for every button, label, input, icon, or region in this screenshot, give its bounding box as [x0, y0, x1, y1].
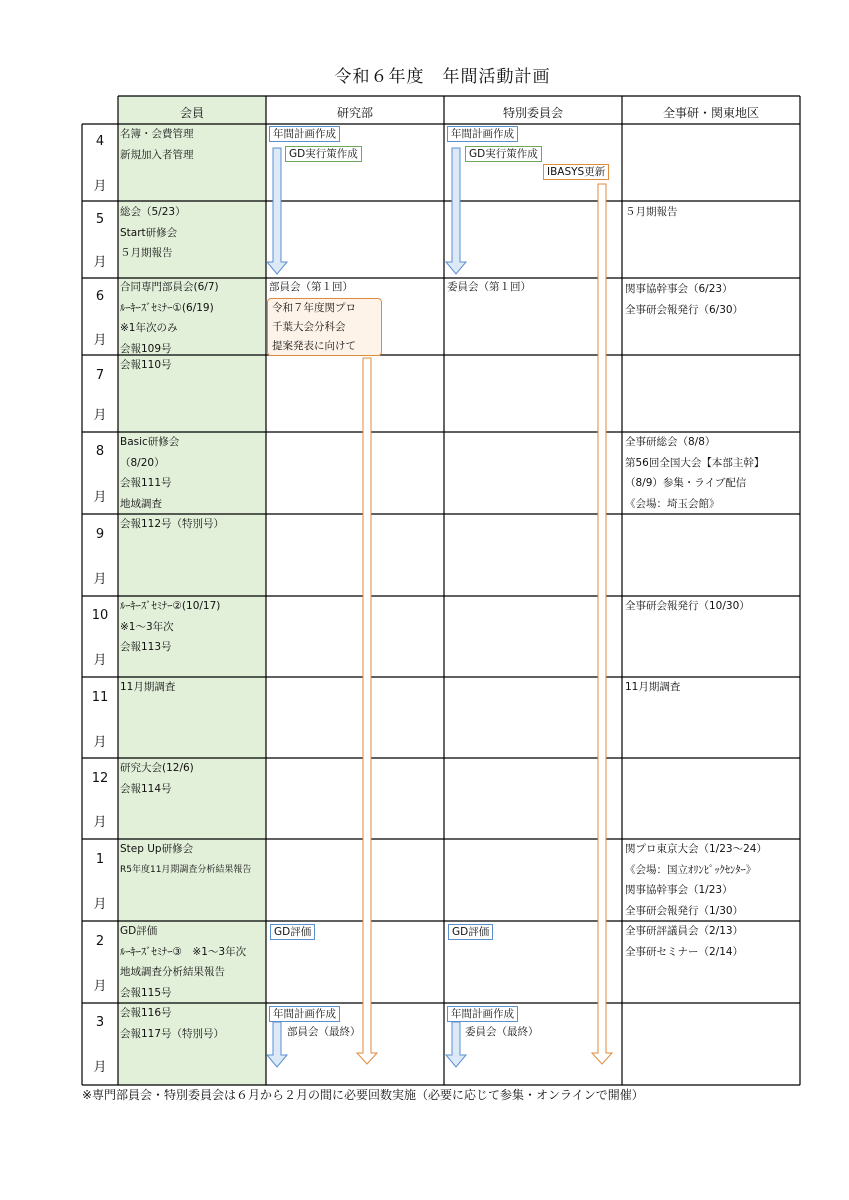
month-number: 4 — [95, 134, 105, 149]
members-cell-dec — [120, 758, 194, 799]
header-members: 会員 — [179, 106, 204, 120]
members-entry: 11月期調査 — [120, 681, 176, 693]
national-entry: 全事研会報発行（6/30） — [625, 303, 744, 316]
members-entry: 会報109号 — [120, 342, 172, 355]
members-entry: 地域調査分析結果報告 — [120, 966, 225, 978]
special-meeting-last: 委員会（最終） — [465, 1026, 539, 1038]
project-line: 提案発表に向けて — [272, 340, 356, 352]
members-entry: 研究大会(12/6) — [120, 762, 194, 774]
members-entry: ﾙｰｷｰｽﾞｾﾐﾅｰ②(10/17) — [120, 600, 221, 612]
page-title: 令和６年度 年間活動計画 — [334, 67, 551, 87]
members-cell-apr — [120, 124, 194, 165]
members-cell-may — [120, 202, 186, 264]
members-cell-jul — [120, 355, 172, 376]
month-unit: 月 — [93, 1060, 107, 1075]
members-entry: 地域調査 — [120, 497, 162, 510]
header-national: 全事研・関東地区 — [662, 106, 759, 120]
month-number: 12 — [91, 771, 109, 786]
national-entry: 《会場：国立ｵﾘﾝﾋﾟｯｸｾﾝﾀｰ》 — [625, 863, 757, 876]
members-entry: 会報111号 — [120, 477, 172, 489]
project-line: 令和７年度関プロ — [272, 302, 356, 314]
members-entry: 名簿・会費管理 — [120, 128, 194, 140]
members-cell-aug — [120, 432, 179, 514]
national-cell-feb — [625, 921, 743, 962]
research-plan-mar-box: 年間計画作成 — [269, 1006, 340, 1022]
national-entry: 全事研会報発行（1/30） — [625, 904, 744, 917]
month-number: 11 — [91, 690, 109, 705]
national-cell-may — [625, 202, 678, 223]
research-project-arrow — [357, 358, 377, 1064]
special-plan-mar-box: 年間計画作成 — [447, 1006, 518, 1022]
members-entry: ﾙｰｷｰｽﾞｾﾐﾅｰ①(6/19) — [120, 301, 214, 314]
research-gd-eval-box: GD評価 — [270, 924, 315, 940]
members-cell-feb — [120, 921, 246, 1003]
members-cell-oct — [120, 596, 220, 658]
members-entry: 会報115号 — [120, 986, 172, 999]
members-entry: Step Up研修会 — [120, 843, 194, 855]
members-entry: GD評価 — [120, 925, 158, 937]
members-cell-sep — [120, 514, 224, 535]
month-number: 7 — [95, 368, 105, 383]
ibasys-box: IBASYS更新 — [543, 164, 609, 180]
national-entry: 《会場：埼玉会館》 — [625, 497, 720, 510]
research-gd-box: GD実行策作成 — [285, 146, 362, 162]
members-entry: ５月期報告 — [120, 247, 173, 259]
national-entry: 関事協幹事会（6/23） — [625, 283, 733, 295]
research-plan-box: 年間計画作成 — [269, 126, 340, 142]
month-unit: 月 — [93, 979, 107, 994]
month-unit: 月 — [93, 815, 107, 830]
national-cell-oct — [625, 596, 750, 617]
ibasys-arrow — [592, 184, 612, 1064]
members-entry: 会報110号 — [120, 359, 172, 371]
special-meeting-first: 委員会（第１回） — [447, 281, 531, 293]
month-unit: 月 — [93, 255, 107, 270]
members-entry: Start研修会 — [120, 226, 178, 239]
month-unit: 月 — [93, 653, 107, 668]
header-research: 研究部 — [336, 106, 373, 120]
members-entry: ﾙｰｷｰｽﾞｾﾐﾅｰ③ ※1～3年次 — [120, 945, 247, 958]
footnote: ※専門部員会・特別委員会は６月から２月の間に必要回数実施（必要に応じて参集・オンラインで開催） — [82, 1088, 644, 1102]
members-entry: 新規加入者管理 — [120, 148, 194, 161]
national-entry: 11月期調査 — [625, 681, 681, 693]
members-entry: ※1年次のみ — [120, 322, 178, 334]
national-cell-aug — [625, 432, 764, 514]
national-entry: 全事研会報発行（10/30） — [625, 600, 750, 612]
national-entry: 関プロ東京大会（1/23～24） — [625, 843, 767, 855]
research-meeting-first: 部員会（第１回） — [269, 281, 353, 293]
research-mar-arrow — [267, 1022, 287, 1067]
national-entry: 全事研セミナー（2/14） — [625, 945, 744, 958]
members-cell-jun — [120, 277, 219, 359]
special-plan-box: 年間計画作成 — [447, 126, 518, 142]
members-cell-jan — [120, 839, 251, 880]
national-entry: 全事研総会（8/8） — [625, 436, 716, 448]
month-number: 3 — [95, 1015, 105, 1030]
month-unit: 月 — [93, 735, 107, 750]
month-unit: 月 — [93, 572, 107, 587]
members-entry: Basic研修会 — [120, 436, 180, 448]
special-gd-box: GD実行策作成 — [465, 146, 542, 162]
month-unit: 月 — [93, 897, 107, 912]
members-entry: 会報117号（特別号） — [120, 1027, 225, 1040]
members-entry: 総会（5/23） — [120, 206, 186, 218]
national-cell-jun — [625, 279, 743, 320]
special-mar-arrow — [446, 1022, 466, 1067]
research-plan-arrow — [267, 148, 287, 274]
national-cell-nov — [625, 677, 680, 698]
month-number: 8 — [95, 444, 105, 459]
members-entry: 会報114号 — [120, 782, 172, 795]
month-number: 10 — [91, 608, 109, 623]
header-special: 特別委員会 — [502, 106, 563, 120]
national-entry: 関事協幹事会（1/23） — [625, 884, 733, 896]
special-gd-eval-box: GD評価 — [448, 924, 493, 940]
national-entry: 全事研評議員会（2/13） — [625, 925, 744, 937]
members-entry: ※1～3年次 — [120, 620, 174, 633]
project-line: 千葉大会分科会 — [272, 321, 346, 333]
month-unit: 月 — [93, 333, 107, 348]
national-entry: （8/9）参集・ライブ配信 — [625, 477, 747, 489]
month-number: 5 — [95, 212, 105, 227]
members-cell-mar — [120, 1003, 224, 1044]
month-unit: 月 — [93, 408, 107, 423]
month-number: 2 — [95, 934, 105, 949]
research-project-box — [267, 298, 382, 356]
month-number: 6 — [95, 289, 105, 304]
research-meeting-last: 部員会（最終） — [287, 1026, 361, 1038]
special-plan-arrow — [446, 148, 466, 274]
members-cell-nov — [120, 677, 175, 698]
members-entry: 合同専門部員会(6/7) — [120, 281, 219, 293]
members-entry: 会報112号（特別号） — [120, 518, 225, 530]
month-number: 9 — [95, 527, 105, 542]
month-unit: 月 — [93, 179, 107, 194]
national-cell-jan — [625, 839, 767, 921]
members-entry: 会報116号 — [120, 1007, 172, 1019]
members-entry: 会報113号 — [120, 641, 172, 653]
members-entry: R5年度11月期調査分析結果報告 — [120, 864, 252, 875]
month-unit: 月 — [93, 490, 107, 505]
national-entry: ５月期報告 — [625, 206, 678, 218]
month-number: 1 — [95, 852, 105, 867]
members-entry: （8/20） — [120, 456, 165, 469]
national-entry: 第56回全国大会【本部主幹】 — [625, 456, 765, 469]
